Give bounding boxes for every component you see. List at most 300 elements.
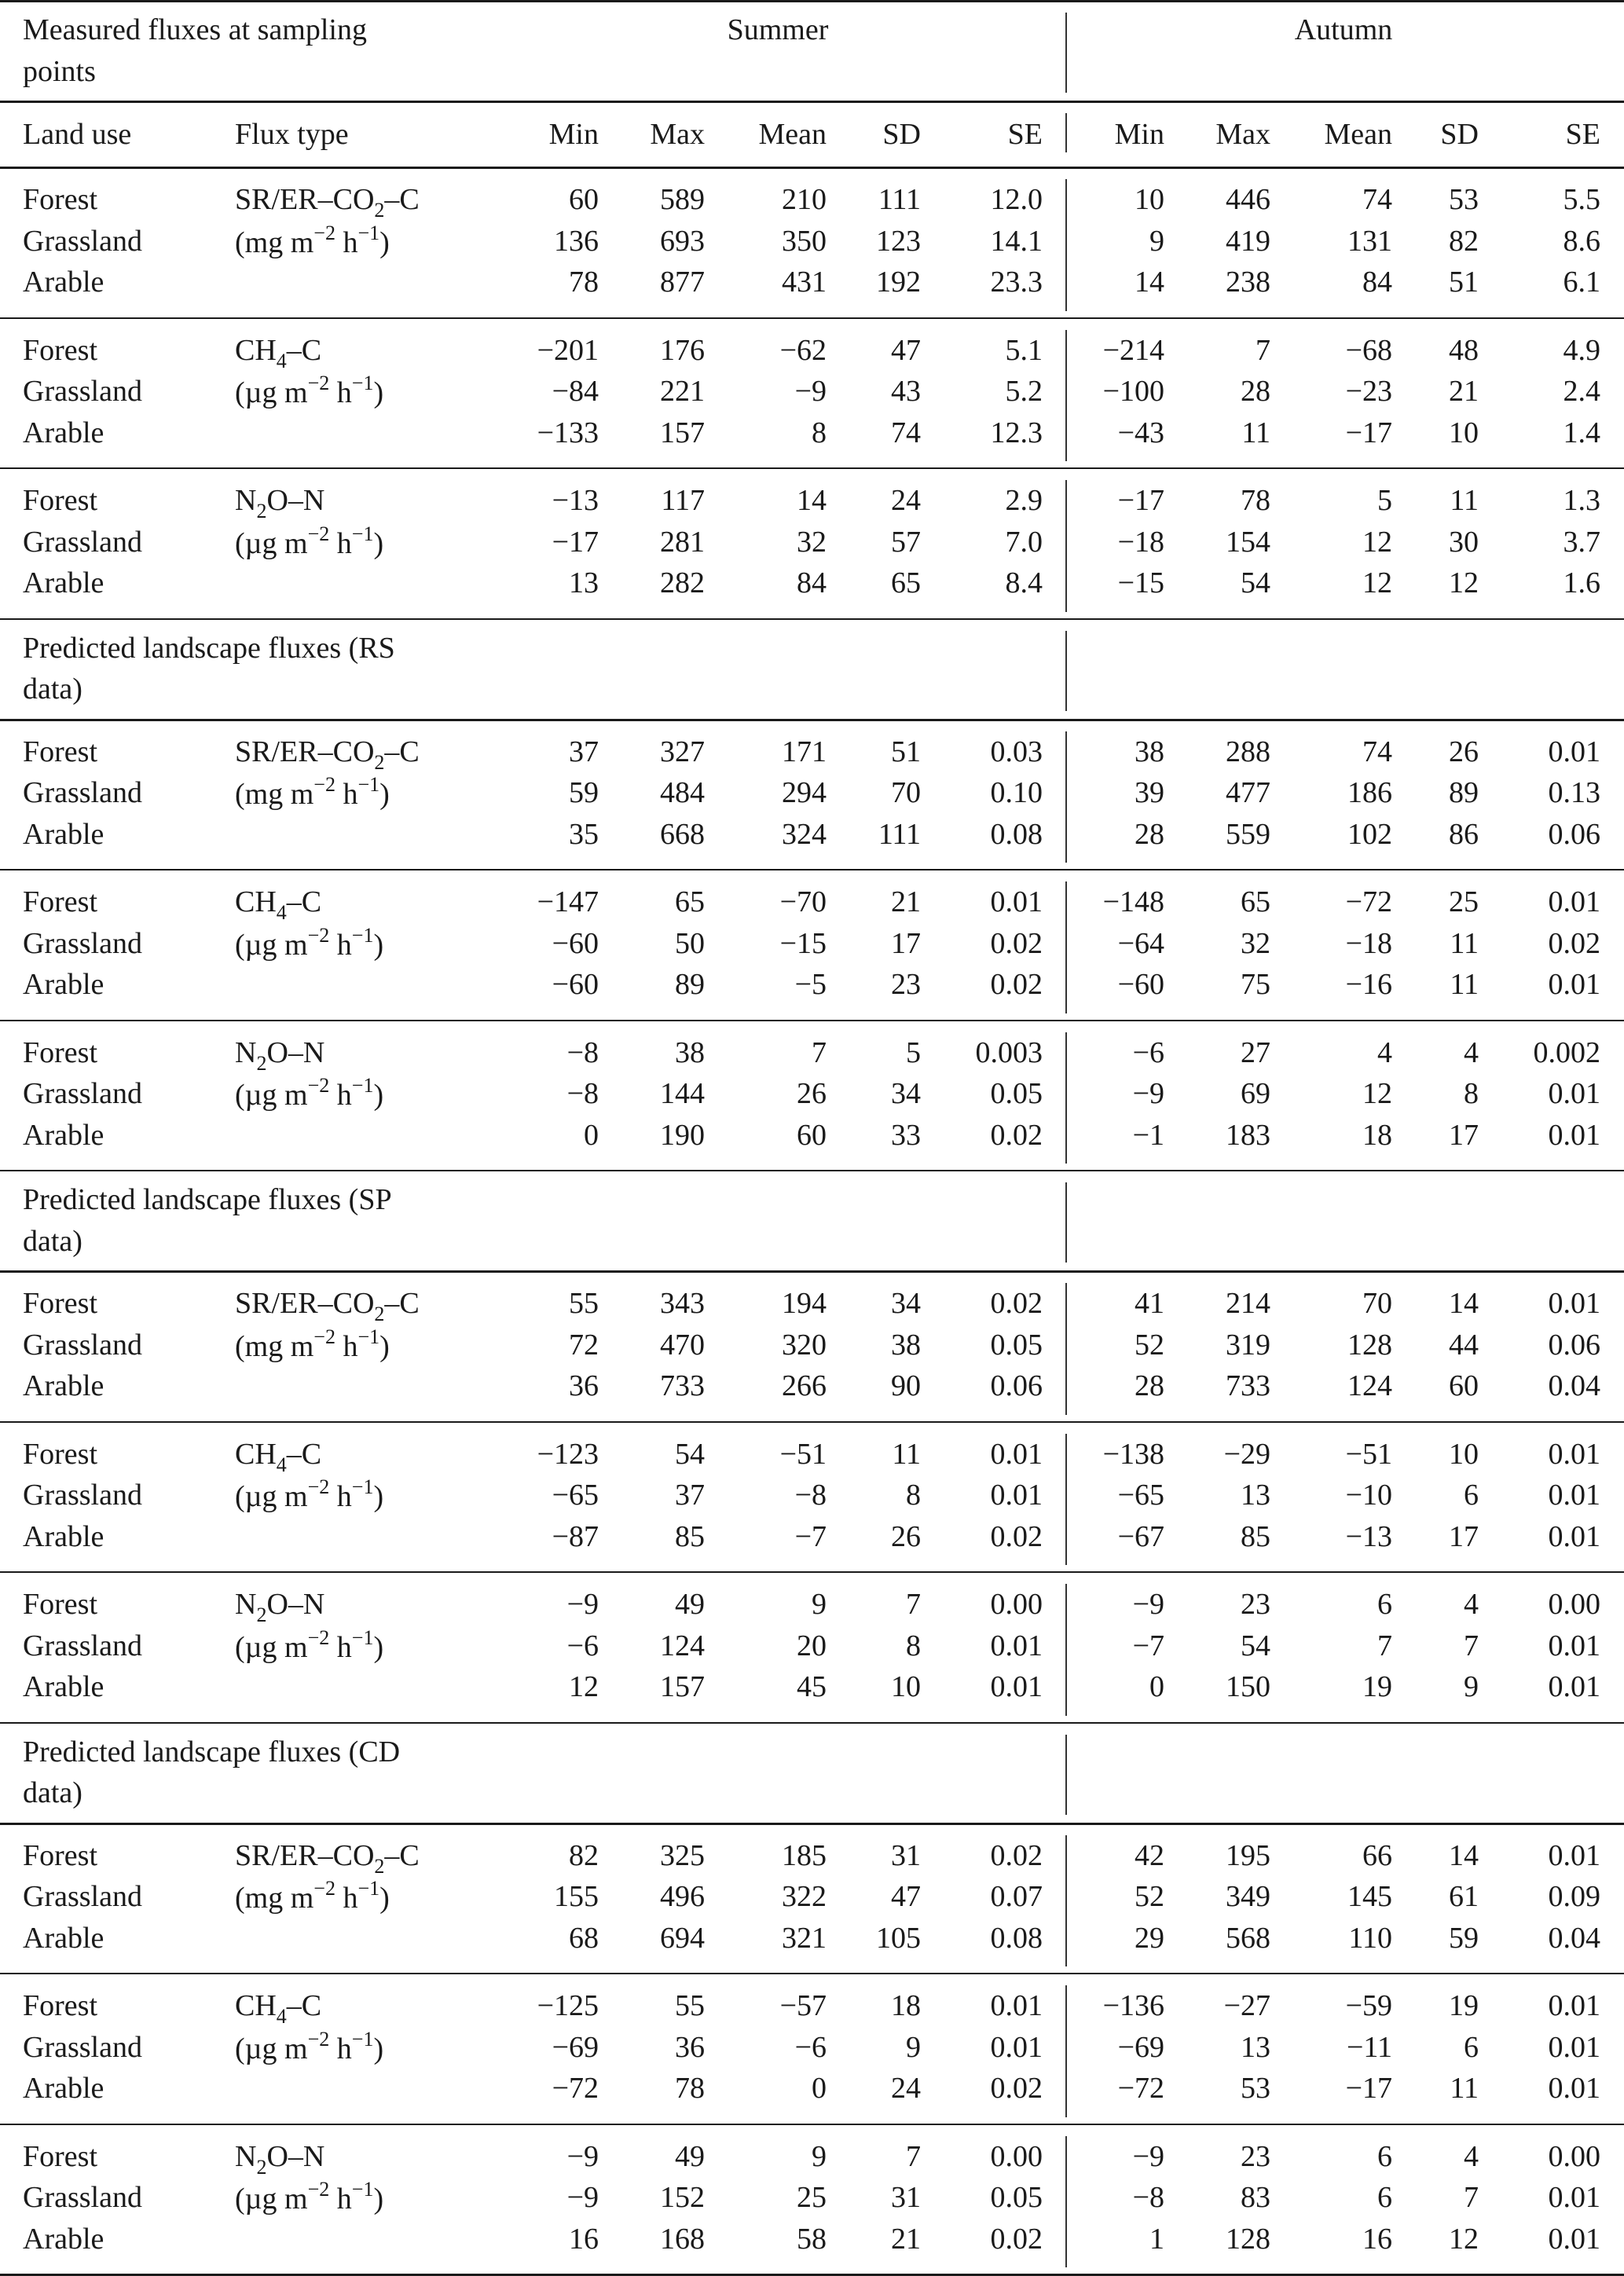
table-cell-value: −138 xyxy=(1102,1437,1164,1471)
table-cell-value: 47 xyxy=(891,1880,921,1913)
table-cell-value: 51 xyxy=(1449,266,1479,299)
table-cell-value: 0.01 xyxy=(1548,1838,1600,1872)
table-cell-value: 4 xyxy=(1464,1035,1479,1069)
table-cell-value: −51 xyxy=(1345,1437,1392,1471)
table-cell-value: 214 xyxy=(1226,1287,1270,1320)
unit-exponent: −1 xyxy=(351,1074,374,1097)
table-cell-value: 0.01 xyxy=(1548,1077,1600,1110)
table-cell-value: 12 xyxy=(1449,2222,1479,2256)
table-cell-value: 484 xyxy=(660,776,705,809)
table-cell-value: 60 xyxy=(797,1118,827,1152)
flux-formula-tail: –C xyxy=(286,1437,322,1471)
unit-exponent: −1 xyxy=(351,1625,374,1649)
table-cell-value: 470 xyxy=(660,1328,705,1362)
table-cell-value: 54 xyxy=(1241,1629,1270,1662)
land-use-label: Forest xyxy=(23,333,97,367)
flux-unit-label xyxy=(235,222,390,263)
land-use-label: Arable xyxy=(23,416,104,449)
table-cell-value: 282 xyxy=(660,566,705,599)
land-use-label: Arable xyxy=(23,1519,104,1553)
unit-text: (µg m xyxy=(235,376,308,409)
table-cell-value: 0.02 xyxy=(1548,926,1600,960)
table-cell-value: 0.01 xyxy=(1548,1670,1600,1703)
flux-type-label xyxy=(235,731,420,772)
column-divider xyxy=(1065,13,1067,93)
table-cell-value: 50 xyxy=(675,926,705,960)
table-cell-value: 12 xyxy=(1362,525,1392,559)
table-cell-value: 9 xyxy=(906,2030,921,2064)
section-title: Predicted landscape fluxes (CD xyxy=(23,1735,401,1768)
land-use-label: Arable xyxy=(23,266,104,299)
table-cell-value: 733 xyxy=(1226,1369,1270,1402)
flux-subscript: 2 xyxy=(256,1603,267,1626)
table-cell-value: 29 xyxy=(1135,1921,1164,1955)
table-cell-value: 0.01 xyxy=(1548,2030,1600,2064)
table-cell-value: 157 xyxy=(660,1670,705,1703)
table-cell-value: 75 xyxy=(1241,968,1270,1001)
table-cell-value: 221 xyxy=(660,375,705,408)
table-cell-value: 26 xyxy=(797,1077,827,1110)
season-header-autumn: Autumn xyxy=(1294,13,1393,46)
land-use-label: Arable xyxy=(23,1118,104,1152)
table-cell-value: 18 xyxy=(891,1989,921,2022)
flux-type-label xyxy=(235,1032,324,1073)
table-cell-value: 171 xyxy=(782,735,827,768)
table-cell-value: −9 xyxy=(566,2181,599,2214)
land-use-label: Grassland xyxy=(23,1629,142,1662)
table-cell-value: 28 xyxy=(1241,375,1270,408)
table-cell-value: 2.9 xyxy=(1005,484,1043,517)
table-cell-value: 11 xyxy=(1450,484,1479,517)
section-title: data) xyxy=(23,1776,82,1809)
flux-formula-tail: –C xyxy=(384,735,420,768)
flux-formula-tail: –C xyxy=(286,333,322,367)
unit-exponent: −1 xyxy=(357,773,380,796)
table-cell-value: −60 xyxy=(552,968,599,1001)
table-cell-value: 38 xyxy=(1135,735,1164,768)
table-cell-value: 111 xyxy=(878,817,921,851)
table-cell-value: 21 xyxy=(1449,375,1479,408)
table-cell-value: 105 xyxy=(876,1921,921,1955)
unit-exponent: −2 xyxy=(313,1877,335,1900)
flux-unit-label xyxy=(235,925,383,966)
unit-exponent: −2 xyxy=(313,1325,335,1348)
unit-text: h xyxy=(329,376,352,409)
flux-formula-tail: O–N xyxy=(266,484,325,517)
table-cell-value: 4.9 xyxy=(1563,333,1600,367)
land-use-label: Arable xyxy=(23,566,104,599)
table-cell-value: 4 xyxy=(1464,2139,1479,2173)
unit-text: ) xyxy=(373,1630,384,1664)
table-cell-value: −17 xyxy=(552,525,599,559)
land-use-label: Grassland xyxy=(23,1328,142,1362)
table-cell-value: 17 xyxy=(1449,1118,1479,1152)
table-cell-value: 55 xyxy=(569,1287,599,1320)
flux-subscript: 2 xyxy=(374,1303,385,1325)
table-cell-value: −27 xyxy=(1223,1989,1270,2022)
table-cell-value: 6 xyxy=(1377,2139,1392,2173)
table-cell-value: 59 xyxy=(569,776,599,809)
table-cell-value: 0.06 xyxy=(1548,1328,1600,1362)
unit-exponent: −1 xyxy=(357,221,380,244)
flux-formula: N xyxy=(235,1588,257,1621)
table-cell-value: −16 xyxy=(1345,968,1392,1001)
table-cell-value: 16 xyxy=(569,2222,599,2256)
table-cell-value: −125 xyxy=(537,1989,599,2022)
table-cell-value: −214 xyxy=(1102,333,1164,367)
table-cell-value: 57 xyxy=(891,525,921,559)
table-cell-value: 59 xyxy=(1449,1921,1479,1955)
horizontal-rule xyxy=(0,618,1624,620)
land-use-label: Arable xyxy=(23,1921,104,1955)
table-cell-value: 25 xyxy=(797,2181,827,2214)
column-header-se: SE xyxy=(1565,118,1600,151)
unit-text: h xyxy=(329,1630,352,1664)
table-cell-value: −9 xyxy=(566,2139,599,2173)
column-header-flux-type: Flux type xyxy=(235,118,349,151)
horizontal-rule xyxy=(0,1421,1624,1423)
table-cell-value: −17 xyxy=(1117,484,1164,517)
table-cell-value: 0.01 xyxy=(1548,2222,1600,2256)
table-cell-value: 44 xyxy=(1449,1328,1479,1362)
table-cell-value: 14 xyxy=(1135,266,1164,299)
table-cell-value: 7 xyxy=(906,2139,921,2173)
table-cell-value: 10 xyxy=(1135,183,1164,216)
land-use-label: Forest xyxy=(23,1588,97,1621)
unit-text: ) xyxy=(373,526,384,560)
table-cell-value: 0.003 xyxy=(975,1035,1043,1069)
flux-unit-label xyxy=(235,523,383,564)
unit-text: ) xyxy=(379,1329,390,1363)
flux-subscript: 2 xyxy=(374,199,385,222)
table-cell-value: 51 xyxy=(891,735,921,768)
column-divider xyxy=(1065,731,1067,863)
table-cell-value: 53 xyxy=(1241,2072,1270,2105)
table-cell-value: −6 xyxy=(794,2030,827,2064)
table-cell-value: 496 xyxy=(660,1880,705,1913)
table-cell-value: −13 xyxy=(552,484,599,517)
unit-text: ) xyxy=(373,376,384,409)
land-use-label: Grassland xyxy=(23,926,142,960)
table-cell-value: 18 xyxy=(1362,1118,1392,1152)
table-cell-value: 10 xyxy=(891,1670,921,1703)
table-cell-value: 43 xyxy=(891,375,921,408)
unit-text: h xyxy=(329,2183,352,2216)
horizontal-rule xyxy=(0,1823,1624,1825)
horizontal-rule xyxy=(0,1170,1624,1171)
unit-exponent: −1 xyxy=(351,1475,374,1498)
table-cell-value: 17 xyxy=(891,926,921,960)
table-cell-value: 9 xyxy=(1464,1670,1479,1703)
table-cell-value: 128 xyxy=(1347,1328,1392,1362)
table-cell-value: 49 xyxy=(675,2139,705,2173)
table-cell-value: 281 xyxy=(660,525,705,559)
land-use-label: Arable xyxy=(23,1670,104,1703)
table-cell-value: 8 xyxy=(906,1629,921,1662)
table-cell-value: 0.05 xyxy=(990,1328,1043,1362)
unit-text: (mg m xyxy=(235,1882,314,1915)
table-cell-value: 23.3 xyxy=(990,266,1043,299)
column-header-min: Min xyxy=(548,118,599,151)
table-cell-value: 186 xyxy=(1347,776,1392,809)
table-cell-value: −17 xyxy=(1345,2072,1392,2105)
table-cell-value: 0.01 xyxy=(990,1437,1043,1471)
table-cell-value: 53 xyxy=(1449,183,1479,216)
flux-formula-tail: –C xyxy=(286,885,322,918)
table-cell-value: −9 xyxy=(566,1588,599,1621)
unit-exponent: −1 xyxy=(351,2178,374,2201)
unit-text: (mg m xyxy=(235,1329,314,1363)
flux-subscript: 4 xyxy=(276,1453,287,1476)
table-cell-value: 26 xyxy=(891,1519,921,1553)
table-cell-value: 36 xyxy=(569,1369,599,1402)
horizontal-rule xyxy=(0,2124,1624,2125)
table-cell-value: 0.02 xyxy=(990,968,1043,1001)
column-divider xyxy=(1065,1182,1067,1263)
land-use-label: Grassland xyxy=(23,1479,142,1512)
table-cell-value: −133 xyxy=(537,416,599,449)
table-cell-value: 37 xyxy=(675,1479,705,1512)
flux-formula: SR/ER–CO xyxy=(235,183,375,216)
table-cell-value: 150 xyxy=(1226,1670,1270,1703)
unit-text: h xyxy=(329,1480,352,1513)
flux-formula: N xyxy=(235,484,257,517)
land-use-label: Grassland xyxy=(23,2181,142,2214)
table-cell-value: 74 xyxy=(891,416,921,449)
table-cell-value: 0.01 xyxy=(990,2030,1043,2064)
table-cell-value: 7.0 xyxy=(1005,525,1043,559)
table-cell-value: 12.0 xyxy=(990,183,1043,216)
column-divider xyxy=(1065,113,1067,152)
horizontal-rule xyxy=(0,1270,1624,1273)
flux-formula: N xyxy=(235,1035,257,1069)
flux-type-label xyxy=(235,1584,324,1625)
table-cell-value: 322 xyxy=(782,1880,827,1913)
land-use-label: Forest xyxy=(23,1035,97,1069)
unit-exponent: −1 xyxy=(351,522,374,545)
table-cell-value: 419 xyxy=(1226,224,1270,258)
table-cell-value: 12 xyxy=(1362,566,1392,599)
table-cell-value: −6 xyxy=(566,1629,599,1662)
unit-text: ) xyxy=(373,1480,384,1513)
column-header-sd: SD xyxy=(1440,118,1479,151)
flux-type-label xyxy=(235,2136,324,2177)
table-cell-value: 11 xyxy=(1450,968,1479,1001)
table-cell-value: 324 xyxy=(782,817,827,851)
flux-formula-tail: –C xyxy=(384,183,420,216)
flux-unit-label xyxy=(235,774,390,815)
table-cell-value: 10 xyxy=(1449,1437,1479,1471)
unit-exponent: −2 xyxy=(307,1475,330,1498)
flux-unit-label xyxy=(235,2029,383,2069)
table-cell-value: 0.02 xyxy=(990,1287,1043,1320)
table-cell-value: 5.2 xyxy=(1005,375,1043,408)
table-cell-value: 54 xyxy=(1241,566,1270,599)
table-cell-value: 145 xyxy=(1347,1880,1392,1913)
table-cell-value: 0.03 xyxy=(990,735,1043,768)
table-cell-value: 65 xyxy=(891,566,921,599)
table-cell-value: −5 xyxy=(794,968,827,1001)
unit-exponent: −2 xyxy=(307,1074,330,1097)
table-cell-value: 52 xyxy=(1135,1880,1164,1913)
table-cell-value: 12 xyxy=(569,1670,599,1703)
table-cell-value: 27 xyxy=(1241,1035,1270,1069)
horizontal-rule xyxy=(0,1571,1624,1573)
land-use-label: Forest xyxy=(23,1838,97,1872)
table-cell-value: 14.1 xyxy=(990,224,1043,258)
unit-exponent: −1 xyxy=(351,2027,374,2051)
table-cell-value: 446 xyxy=(1226,183,1270,216)
column-divider xyxy=(1065,631,1067,711)
table-cell-value: 668 xyxy=(660,817,705,851)
table-cell-value: 194 xyxy=(782,1287,827,1320)
table-cell-value: 349 xyxy=(1226,1880,1270,1913)
land-use-label: Forest xyxy=(23,2139,97,2173)
table-cell-value: 61 xyxy=(1449,1880,1479,1913)
table-cell-value: 41 xyxy=(1135,1287,1164,1320)
table-cell-value: 325 xyxy=(660,1838,705,1872)
table-cell-value: 20 xyxy=(797,1629,827,1662)
unit-exponent: −2 xyxy=(307,2027,330,2051)
land-use-label: Forest xyxy=(23,735,97,768)
table-cell-value: −69 xyxy=(552,2030,599,2064)
table-cell-value: −8 xyxy=(1132,2181,1164,2214)
column-header-mean: Mean xyxy=(758,118,827,151)
column-divider xyxy=(1065,1985,1067,2117)
land-use-label: Forest xyxy=(23,183,97,216)
table-cell-value: 111 xyxy=(878,183,921,216)
table-cell-value: 343 xyxy=(660,1287,705,1320)
table-cell-value: −60 xyxy=(1117,968,1164,1001)
table-cell-value: 70 xyxy=(891,776,921,809)
unit-exponent: −2 xyxy=(307,522,330,545)
land-use-label: Grassland xyxy=(23,224,142,258)
table-cell-value: −72 xyxy=(1345,885,1392,918)
horizontal-rule xyxy=(0,1722,1624,1724)
flux-formula: CH xyxy=(235,1437,277,1471)
column-divider xyxy=(1065,1835,1067,1967)
table-cell-value: −68 xyxy=(1345,333,1392,367)
table-cell-value: 185 xyxy=(782,1838,827,1872)
table-cell-value: 0.00 xyxy=(1548,2139,1600,2173)
table-cell-value: −123 xyxy=(537,1437,599,1471)
land-use-label: Forest xyxy=(23,1989,97,2022)
flux-subscript: 2 xyxy=(256,2155,267,2179)
table-cell-value: −72 xyxy=(1117,2072,1164,2105)
table-cell-value: 4 xyxy=(1377,1035,1392,1069)
unit-text: h xyxy=(335,778,358,811)
table-cell-value: 6 xyxy=(1377,1588,1392,1621)
table-cell-value: 694 xyxy=(660,1921,705,1955)
table-cell-value: −65 xyxy=(1117,1479,1164,1512)
table-cell-value: 477 xyxy=(1226,776,1270,809)
table-cell-value: 152 xyxy=(660,2181,705,2214)
flux-unit-label xyxy=(235,1476,383,1517)
horizontal-rule xyxy=(0,869,1624,870)
table-cell-value: 5.1 xyxy=(1005,333,1043,367)
table-cell-value: 2.4 xyxy=(1563,375,1600,408)
table-cell-value: −201 xyxy=(537,333,599,367)
table-cell-value: 11 xyxy=(1450,2072,1479,2105)
table-cell-value: 16 xyxy=(1362,2222,1392,2256)
table-cell-value: 54 xyxy=(675,1437,705,1471)
table-cell-value: 0.00 xyxy=(990,1588,1043,1621)
table-cell-value: 86 xyxy=(1449,817,1479,851)
table-cell-value: 0.08 xyxy=(990,817,1043,851)
table-cell-value: 60 xyxy=(1449,1369,1479,1402)
flux-type-label xyxy=(235,1835,420,1876)
table-cell-value: 0.002 xyxy=(1533,1035,1600,1069)
table-cell-value: 13 xyxy=(1241,2030,1270,2064)
table-cell-value: 0.01 xyxy=(990,1479,1043,1512)
flux-type-label xyxy=(235,881,321,922)
unit-text: ) xyxy=(373,928,384,962)
land-use-label: Grassland xyxy=(23,776,142,809)
table-cell-value: 30 xyxy=(1449,525,1479,559)
flux-unit-label xyxy=(235,1878,390,1919)
column-divider xyxy=(1065,480,1067,612)
flux-type-label xyxy=(235,330,321,371)
section-title: Measured fluxes at sampling xyxy=(23,13,367,46)
table-cell-value: 9 xyxy=(812,1588,827,1621)
table-cell-value: 19 xyxy=(1362,1670,1392,1703)
table-cell-value: 0.07 xyxy=(990,1880,1043,1913)
table-cell-value: 0.01 xyxy=(990,885,1043,918)
table-cell-value: 74 xyxy=(1362,735,1392,768)
table-cell-value: 36 xyxy=(675,2030,705,2064)
unit-text: (µg m xyxy=(235,1480,308,1513)
table-cell-value: 32 xyxy=(1241,926,1270,960)
table-cell-value: 12 xyxy=(1362,1077,1392,1110)
table-cell-value: 14 xyxy=(1449,1287,1479,1320)
flux-unit-label xyxy=(235,1326,390,1367)
table-cell-value: −7 xyxy=(794,1519,827,1553)
table-cell-value: 38 xyxy=(675,1035,705,1069)
table-cell-value: 320 xyxy=(782,1328,827,1362)
unit-text: h xyxy=(335,1329,358,1363)
land-use-label: Grassland xyxy=(23,1077,142,1110)
table-cell-value: 110 xyxy=(1348,1921,1392,1955)
table-cell-value: −8 xyxy=(794,1479,827,1512)
table-cell-value: 4 xyxy=(1464,1588,1479,1621)
table-cell-value: 0 xyxy=(584,1118,599,1152)
land-use-label: Forest xyxy=(23,484,97,517)
unit-text: (mg m xyxy=(235,225,314,259)
land-use-label: Arable xyxy=(23,2072,104,2105)
table-cell-value: −29 xyxy=(1223,1437,1270,1471)
unit-text: (mg m xyxy=(235,778,314,811)
table-cell-value: 85 xyxy=(1241,1519,1270,1553)
table-cell-value: 1 xyxy=(1149,2222,1164,2256)
table-cell-value: 23 xyxy=(1241,1588,1270,1621)
table-cell-value: −43 xyxy=(1117,416,1164,449)
table-cell-value: 319 xyxy=(1226,1328,1270,1362)
table-cell-value: 14 xyxy=(797,484,827,517)
table-cell-value: 321 xyxy=(782,1921,827,1955)
table-cell-value: 8.6 xyxy=(1563,224,1600,258)
table-cell-value: 123 xyxy=(876,224,921,258)
table-cell-value: 85 xyxy=(675,1519,705,1553)
horizontal-rule xyxy=(0,101,1624,103)
table-cell-value: 7 xyxy=(1464,1629,1479,1662)
table-cell-value: 0.09 xyxy=(1548,1880,1600,1913)
table-cell-value: −8 xyxy=(566,1077,599,1110)
table-cell-value: 38 xyxy=(891,1328,921,1362)
horizontal-rule xyxy=(0,467,1624,469)
table-cell-value: 0.10 xyxy=(990,776,1043,809)
column-header-sd: SD xyxy=(882,118,921,151)
column-header-max: Max xyxy=(1215,118,1270,151)
